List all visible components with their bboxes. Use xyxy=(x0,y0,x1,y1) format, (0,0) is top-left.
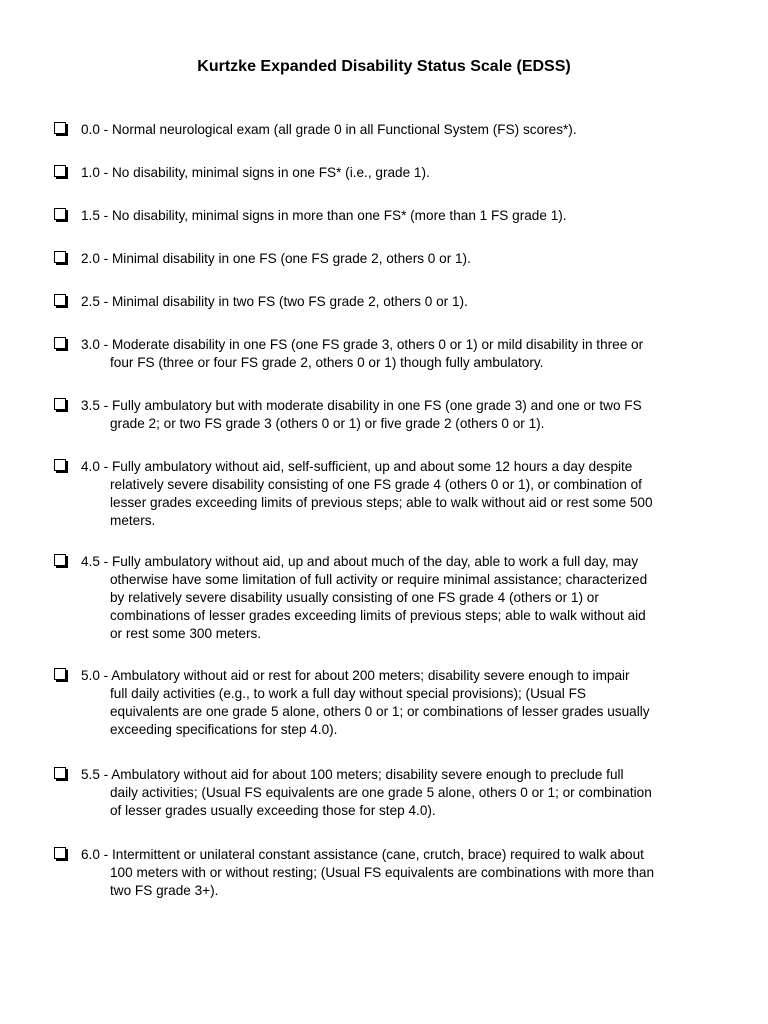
item-text: 3.0 - Moderate disability in one FS (one FS grade 3, others 0 or 1) or mild disability in three or four FS (three or four FS grade 2, others 0 or 1) though fully ambulatory. xyxy=(81,337,644,370)
checkbox-icon[interactable] xyxy=(54,847,66,859)
item-text: 3.5 - Fully ambulatory but with moderate disability in one FS (one grade 3) and one or two FS grade 2; or two FS grade 3 (others 0 or 1) or five grade 2 (others 0 or 1). xyxy=(81,398,642,431)
item-text: 2.0 - Minimal disability in one FS (one FS grade 2, others 0 or 1). xyxy=(81,251,471,266)
checkbox-icon[interactable] xyxy=(54,337,66,349)
item-text: 1.5 - No disability, minimal signs in more than one FS* (more than 1 FS grade 1). xyxy=(81,208,567,223)
checkbox-icon[interactable] xyxy=(54,251,66,263)
item-text: 4.5 - Fully ambulatory without aid, up and about much of the day, able to work a full day, may otherwise have some limitation of full activity or require minimal assistance; characterized by relatively severe disability usually consisting of one FS grade 4 (others or 1) or combinations of lesser grades exceeding limits of previous steps; able to walk without aid or rest some 300 meters. xyxy=(81,554,648,641)
checkbox-icon[interactable] xyxy=(54,767,66,779)
checkbox-icon[interactable] xyxy=(54,459,66,471)
checkbox-icon[interactable] xyxy=(54,165,66,177)
checkbox-icon[interactable] xyxy=(54,398,66,410)
checkbox-icon[interactable] xyxy=(54,668,66,680)
item-text: 1.0 - No disability, minimal signs in one FS* (i.e., grade 1). xyxy=(81,165,430,180)
item-text: 5.0 - Ambulatory without aid or rest for about 200 meters; disability severe enough to impair full daily activities (e.g., to work a full day without special provisions); (Usual FS equivalents are one grade 5 alone, others 0 or 1; or combinations of lesser grades usually exceeding specifications for step 4.0). xyxy=(81,668,650,737)
checkbox-icon[interactable] xyxy=(54,208,66,220)
page-title: Kurtzke Expanded Disability Status Scale (EDSS) xyxy=(197,58,571,75)
item-text: 4.0 - Fully ambulatory without aid, self-sufficient, up and about some 12 hours a day despite relatively severe disability consisting of one FS grade 4 (others 0 or 1), or combination of lesser grades exceeding limits of previous steps; able to walk without aid or rest some 500 meters. xyxy=(81,459,653,528)
item-text: 5.5 - Ambulatory without aid for about 100 meters; disability severe enough to preclude full daily activities; (Usual FS equivalents are one grade 5 alone, others 0 or 1; or combination of lesser grades usually exceeding those for step 4.0). xyxy=(81,767,652,818)
item-text: 6.0 - Intermittent or unilateral constant assistance (cane, crutch, brace) required to walk about 100 meters with or without resting; (Usual FS equivalents are combinations with more than two FS grade 3+). xyxy=(81,847,655,898)
checkbox-icon[interactable] xyxy=(54,122,66,134)
item-text: 0.0 - Normal neurological exam (all grade 0 in all Functional System (FS) scores*). xyxy=(81,122,577,137)
checkbox-icon[interactable] xyxy=(54,554,66,566)
checkbox-icon[interactable] xyxy=(54,294,66,306)
item-text: 2.5 - Minimal disability in two FS (two FS grade 2, others 0 or 1). xyxy=(81,294,468,309)
